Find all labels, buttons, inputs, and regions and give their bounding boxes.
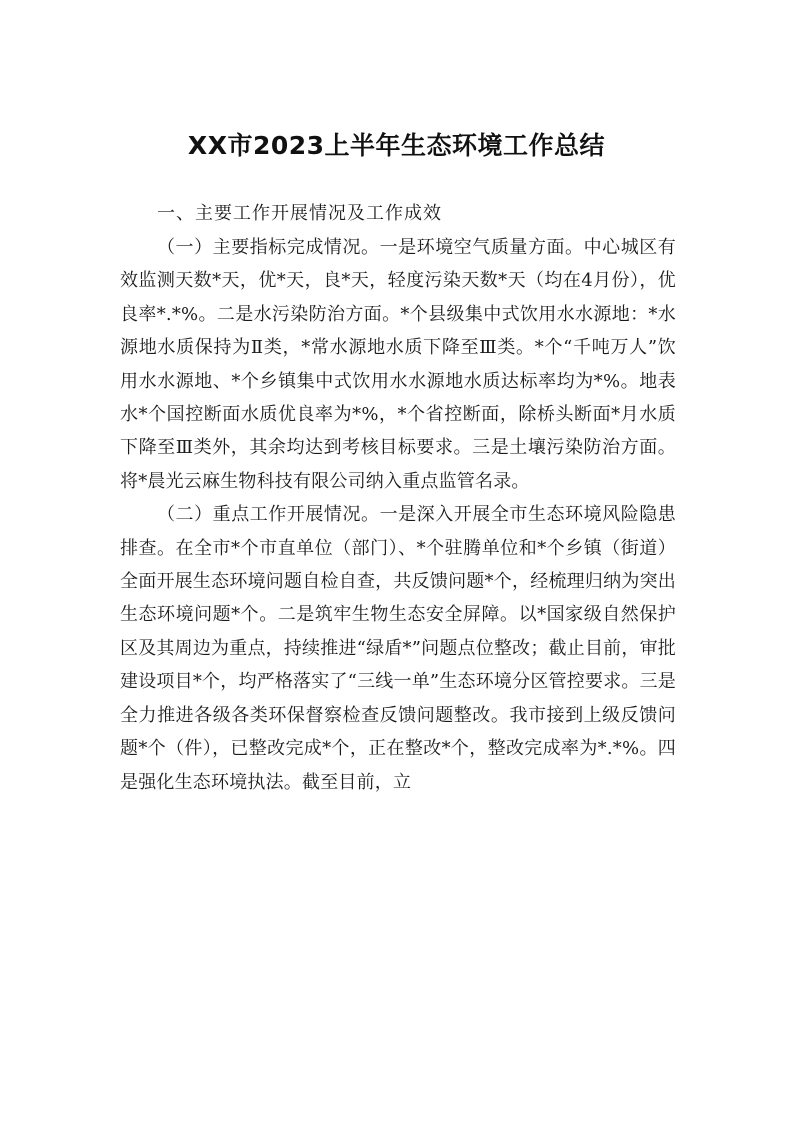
paragraph-key-work: （二）重点工作开展情况。一是深入开展全市生态环境风险隐患排查。在全市*个市直单位（部门）、*个驻腾单位和*个乡镇（街道）全面开展生态环境问题自检自查，共反馈问题*个，经梳理归纳为突出生态环境问题*个。二是筑牢生物生态安全屏障。以*国家级自然保护区及其周边为重点，持续推进“绿盾*”问题点位整改；截止目前，审批建设项目*个，均严格落实了“三线一单”生态环境分区管控要求。三是全力推进各级各类环保督察检查反馈问题整改。我市接到上级反馈问题*个（件），已整改完成*个，正在整改*个，整改完成率为*.*%。四是强化生态环境执法。截至目前，立 xyxy=(120,504,676,793)
section-heading: 一、主要工作开展情况及工作成效 xyxy=(157,203,442,224)
document-body xyxy=(120,197,676,799)
document-title: XX市2023上半年生态环境工作总结 xyxy=(187,131,606,160)
paragraph-main-indicators: （一）主要指标完成情况。一是环境空气质量方面。中心城区有效监测天数*天，优*天，良*天，轻度污染天数*天（均在4月份），优良率*.*%。二是水污染防治方面。*个县级集中式饮用水水源地：*水源地水质保持为Ⅱ类，*常水源地水质下降至Ⅲ类。*个“千吨万人”饮用水水源地、*个乡镇集中式饮用水水源地水质达标率均为*%。地表水*个国控断面水质优良率为*%，*个省控断面，除桥头断面*月水质下降至Ⅲ类外，其余均达到考核目标要求。三是土壤污染防治方面。将*晨光云麻生物科技有限公司纳入重点监管名录。 xyxy=(120,237,676,492)
